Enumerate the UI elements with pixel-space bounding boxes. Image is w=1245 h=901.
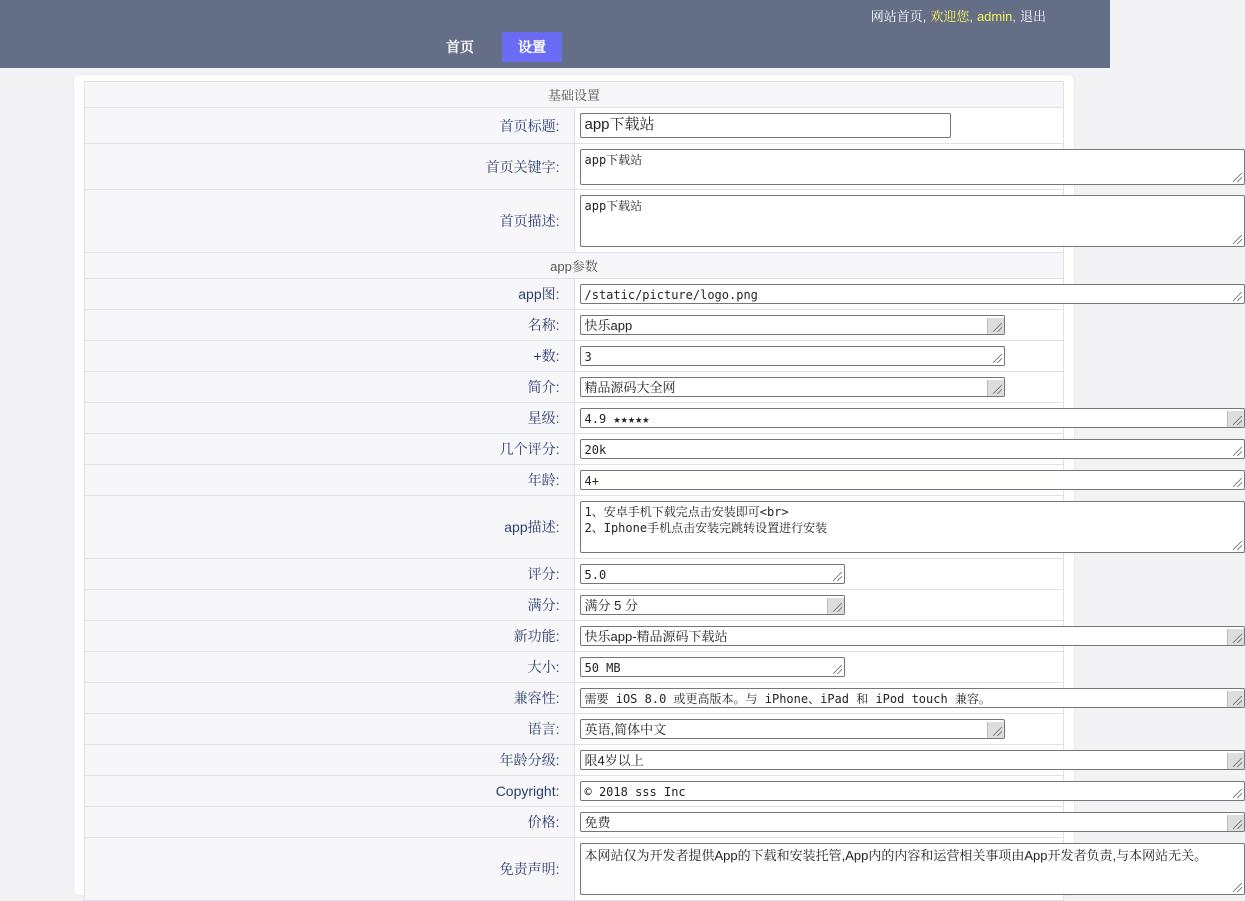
field-value: 4+ xyxy=(584,474,599,488)
form-row xyxy=(85,714,1064,745)
resize-grip-icon[interactable] xyxy=(1228,473,1244,489)
homepage-keywords-textarea[interactable] xyxy=(580,149,1245,185)
form-row xyxy=(85,496,1064,559)
field-value: 4.9 ★★★★★ xyxy=(584,412,650,426)
form-row xyxy=(85,465,1064,496)
form-row xyxy=(85,372,1064,403)
resize-grip-icon[interactable] xyxy=(988,349,1004,365)
form-row xyxy=(85,838,1064,901)
resize-grip-icon[interactable] xyxy=(1227,629,1244,645)
field-value: 本网站仅为开发者提供App的下载和安装托管,App内的内容和运营相关事项由App开发者负责,与本网站无关。 xyxy=(584,848,1208,863)
welcome-text: 欢迎您, xyxy=(930,9,973,24)
field-label: 首页关键字: xyxy=(85,144,575,190)
field-label: 星级: xyxy=(85,403,575,434)
form-row xyxy=(85,590,1064,621)
resize-grip-icon[interactable] xyxy=(1228,784,1244,800)
username: admin, xyxy=(976,9,1016,24)
form-row xyxy=(85,652,1064,683)
field-value: 50 MB xyxy=(584,661,621,675)
resize-grip-icon[interactable] xyxy=(987,722,1004,738)
field-label: 年龄分级: xyxy=(85,745,575,776)
form-row xyxy=(85,279,1064,310)
app-age-field[interactable] xyxy=(580,470,1245,490)
field-value: 3 xyxy=(584,350,592,364)
app-age-rating-field[interactable] xyxy=(580,750,1245,770)
field-value: 精品源码大全网 xyxy=(584,380,676,395)
field-value: app下载站 xyxy=(584,199,643,213)
field-label: 几个评分: xyxy=(85,434,575,465)
field-value: /static/picture/logo.png xyxy=(584,288,758,302)
app-disclaimer-textarea[interactable] xyxy=(580,843,1245,895)
form-row xyxy=(85,683,1064,714)
resize-grip-icon[interactable] xyxy=(827,598,844,614)
app-size-field[interactable] xyxy=(580,657,845,677)
form-row xyxy=(85,434,1064,465)
section-title-app: app参数 xyxy=(85,253,1064,279)
field-value: 5.0 xyxy=(584,568,607,582)
field-value: 1、安卓手机下载完点击安装即可<br> 2、Iphone手机点击安装完跳转设置进行安装 xyxy=(584,505,828,535)
field-value: 20k xyxy=(584,443,607,457)
resize-grip-icon[interactable] xyxy=(1228,442,1244,458)
app-price-field[interactable] xyxy=(580,812,1245,832)
tab-settings[interactable]: 设置 xyxy=(502,32,562,62)
app-score-field[interactable] xyxy=(580,564,845,584)
app-name-field[interactable] xyxy=(580,315,1005,335)
app-description-textarea[interactable] xyxy=(580,501,1245,553)
site-home-link[interactable]: 网站首页, xyxy=(870,9,927,24)
field-label: 语言: xyxy=(85,714,575,745)
field-label: 价格: xyxy=(85,807,575,838)
app-rating-count-field[interactable] xyxy=(580,439,1245,459)
app-copyright-field[interactable] xyxy=(580,781,1245,801)
settings-form xyxy=(84,81,1208,901)
field-label: 满分: xyxy=(85,590,575,621)
field-label: app图: xyxy=(85,279,575,310)
field-label: 免责声明: xyxy=(85,838,575,901)
field-label: +数: xyxy=(85,341,575,372)
app-language-field[interactable] xyxy=(580,719,1005,739)
section-header-basic xyxy=(85,82,1064,108)
section-title-basic: 基础设置 xyxy=(85,82,1064,108)
form-row xyxy=(85,559,1064,590)
resize-grip-icon[interactable] xyxy=(1228,168,1244,184)
field-value: © 2018 sss Inc xyxy=(584,785,686,799)
app-image-field[interactable] xyxy=(580,284,1245,304)
field-label: Copyright: xyxy=(85,776,575,807)
resize-grip-icon[interactable] xyxy=(1227,691,1244,707)
main-nav xyxy=(430,32,574,62)
form-row xyxy=(85,341,1064,372)
resize-grip-icon[interactable] xyxy=(987,380,1004,396)
field-label: app描述: xyxy=(85,496,575,559)
field-label: 首页标题: xyxy=(85,108,575,144)
app-new-features-field[interactable] xyxy=(580,626,1245,646)
field-label: 兼容性: xyxy=(85,683,575,714)
form-row xyxy=(85,776,1064,807)
field-value: 免费 xyxy=(584,815,611,830)
form-row xyxy=(85,403,1064,434)
resize-grip-icon[interactable] xyxy=(828,567,844,583)
field-label: 首页描述: xyxy=(85,190,575,253)
app-intro-field[interactable] xyxy=(580,377,1005,397)
app-plus-count-field[interactable] xyxy=(580,346,1005,366)
resize-grip-icon[interactable] xyxy=(1227,815,1244,831)
resize-grip-icon[interactable] xyxy=(1228,287,1244,303)
settings-panel xyxy=(74,75,1208,895)
field-label: 名称: xyxy=(85,310,575,341)
homepage-description-textarea[interactable] xyxy=(580,195,1245,247)
section-header-app xyxy=(85,253,1064,279)
resize-grip-icon[interactable] xyxy=(987,318,1004,334)
resize-grip-icon[interactable] xyxy=(1228,230,1244,246)
resize-grip-icon[interactable] xyxy=(1228,536,1244,552)
top-bar xyxy=(0,0,1110,68)
field-label: 新功能: xyxy=(85,621,575,652)
field-label: 年龄: xyxy=(85,465,575,496)
field-value: app下载站 xyxy=(584,152,643,167)
homepage-title-input[interactable]: app下载站 xyxy=(580,113,951,138)
form-row xyxy=(85,621,1064,652)
resize-grip-icon[interactable] xyxy=(1228,878,1244,894)
field-label: 简介: xyxy=(85,372,575,403)
app-star-rating-field[interactable] xyxy=(580,408,1245,428)
field-label: 大小: xyxy=(85,652,575,683)
resize-grip-icon[interactable] xyxy=(828,660,844,676)
field-value: 英语,简体中文 xyxy=(584,722,667,737)
form-row xyxy=(85,190,1064,253)
form-row xyxy=(85,108,1064,144)
field-value: 限4岁以上 xyxy=(584,753,644,768)
field-value: 快乐app-精品源码下载站 xyxy=(584,629,728,644)
app-max-score-field[interactable] xyxy=(580,595,845,615)
resize-grip-icon[interactable] xyxy=(1227,411,1244,427)
field-value: 快乐app xyxy=(584,318,633,333)
form-row xyxy=(85,807,1064,838)
logout-link[interactable]: 退出 xyxy=(1019,9,1046,24)
form-row xyxy=(85,310,1064,341)
field-value: 需要 iOS 8.0 或更高版本。与 iPhone、iPad 和 iPod touch 兼容。 xyxy=(584,692,991,706)
tab-home[interactable]: 首页 xyxy=(446,39,474,55)
form-row xyxy=(85,144,1064,190)
resize-grip-icon[interactable] xyxy=(1227,753,1244,769)
form-row xyxy=(85,745,1064,776)
top-links xyxy=(867,6,1046,25)
app-compatibility-field[interactable] xyxy=(580,688,1245,708)
field-value: 满分 5 分 xyxy=(584,598,638,613)
field-label: 评分: xyxy=(85,559,575,590)
